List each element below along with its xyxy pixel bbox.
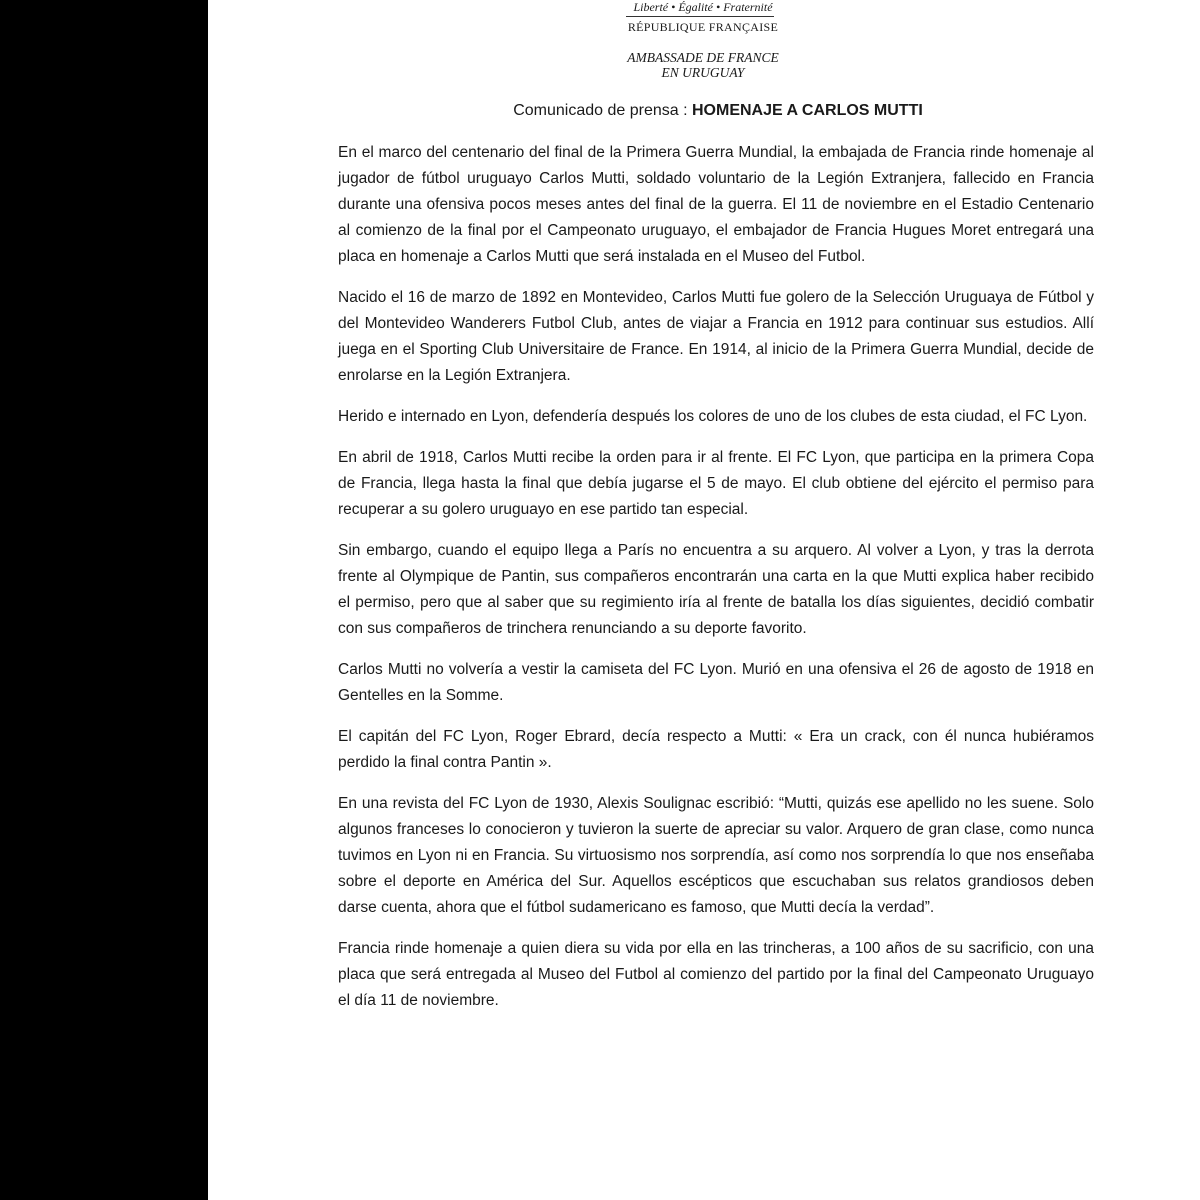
- scanned-page: [208, 0, 1200, 1200]
- paragraph: Nacido el 16 de marzo de 1892 en Montevideo, Carlos Mutti fue golero de la Selección Uruguaya de Fútbol y del Montevideo Wanderers Futbol Club, antes de viajar a Francia en 1912 para continuar sus estudios. Allí juega en el Sporting Club Universitaire de France. En 1914, al inicio de la Primera Guerra Mundial, decide de enrolarse en la Legión Extranjera.: [338, 289, 1094, 384]
- paragraph: Carlos Mutti no volvería a vestir la camiseta del FC Lyon. Murió en una ofensiva el 26 de agosto de 1918 en Gentelles en la Somme.: [338, 661, 1094, 704]
- motto-underline: [626, 16, 774, 17]
- title-prefix: Comunicado de prensa :: [513, 102, 692, 119]
- paragraph: En abril de 1918, Carlos Mutti recibe la orden para ir al frente. El FC Lyon, que participa en la primera Copa de Francia, llega hasta la final que debía jugarse el 5 de mayo. El club obtiene del ejército el permiso para recuperar a su golero uruguayo en ese partido tan especial.: [338, 449, 1094, 518]
- embassy-line-2: EN URUGUAY: [661, 65, 745, 80]
- paragraph: Francia rinde homenaje a quien diera su vida por ella en las trincheras, a 100 años de su sacrificio, con una placa que será entregada al Museo del Futbol al comienzo del partido por la final del Campeonato Uruguayo el día 11 de noviembre.: [338, 940, 1094, 1009]
- embassy-name: [553, 50, 853, 80]
- paragraph: El capitán del FC Lyon, Roger Ebrard, decía respecto a Mutti: « Era un crack, con él nunca hubiéramos perdido la final contra Pantin ».: [338, 728, 1094, 771]
- paragraph: En una revista del FC Lyon de 1930, Alexis Soulignac escribió: “Mutti, quizás ese apellido no les suene. Solo algunos franceses lo conocieron y tuvieron la suerte de apreciar su valor. Arquero de gran clase, como nunca tuvimos en Lyon ni en Francia. Su virtuosismo nos sorprendía, así como nos sorprendía lo que nos enseñaba sobre el deporte en América del Sur. Aquellos escépticos que escuchaban sus relatos grandiosos deben darse cuenta, ahora que el fútbol sudamericano es famoso, que Mutti decía la verdad”.: [338, 795, 1094, 916]
- paragraph: En el marco del centenario del final de la Primera Guerra Mundial, la embajada de Francia rinde homenaje al jugador de fútbol uruguayo Carlos Mutti, soldado voluntario de la Legión Extranjera, fallecido en Francia durante una ofensiva pocos meses antes del final de la guerra. El 11 de noviembre en el Estadio Centenario al comienzo de la final por el Campeonato uruguayo, el embajador de Francia Hugues Moret entregará una placa en homenaje a Carlos Mutti que será instalada en el Museo del Futbol.: [338, 144, 1094, 265]
- embassy-line-1: AMBASSADE DE FRANCE: [627, 50, 779, 65]
- document-title: [338, 101, 1098, 121]
- paragraph: Sin embargo, cuando el equipo llega a París no encuentra a su arquero. Al volver a Lyon, y tras la derrota frente al Olympique de Pantin, sus compañeros encontrarán una carta en la que Mutti explica haber recibido el permiso, pero que al saber que su regimiento iría al frente de batalla los días siguientes, decidió combatir con sus compañeros de trinchera renunciando a su deporte favorito.: [338, 542, 1094, 637]
- title-headline: HOMENAJE A CARLOS MUTTI: [691, 102, 923, 119]
- paragraph: Herido e internado en Lyon, defendería después los colores de uno de los clubes de esta ciudad, el FC Lyon.: [338, 408, 1088, 425]
- republic-motto: Liberté • Égalité • Fraternité: [633, 0, 773, 14]
- document-body: [338, 140, 1094, 1029]
- republic-name: RÉPUBLIQUE FRANÇAISE: [627, 20, 779, 34]
